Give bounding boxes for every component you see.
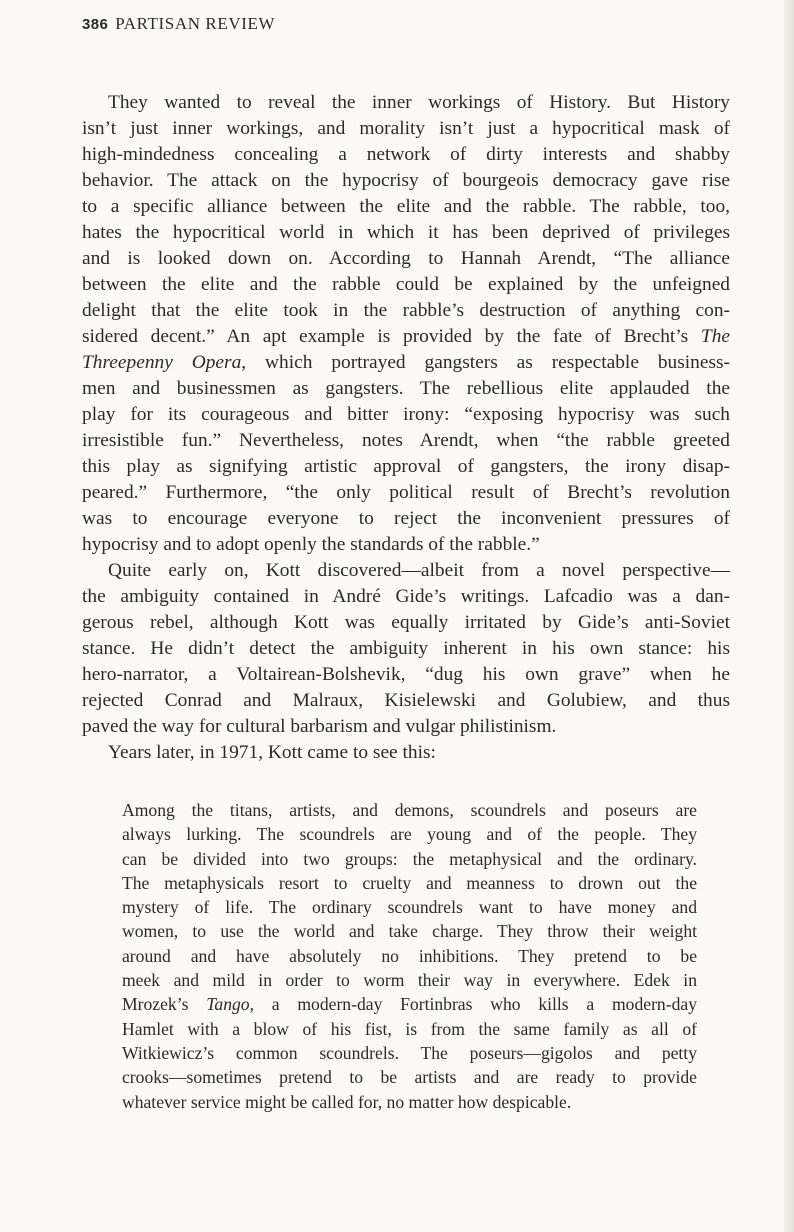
quote-line: meek and mild in order to worm their way in everywhere. Edek in: [122, 970, 697, 991]
quote-line: always lurking. The scoundrels are young and of the people. They: [122, 824, 697, 845]
quote-line: mystery of life. The ordinary scoundrels want to have money and: [122, 897, 697, 918]
quote-line: can be divided into two groups: the metaphysical and the ordinary.: [122, 848, 697, 869]
text-line: Quite early on, Kott discovered—albeit from a novel perspective—: [108, 560, 730, 581]
text-run: Mrozek’s: [122, 994, 207, 1015]
page-number: 386: [82, 16, 109, 33]
italic-title: Threepenny Opera: [82, 352, 242, 373]
quote-line: Among the titans, artists, and demons, scoundrels and poseurs are: [122, 800, 697, 820]
text-line: high-mindedness concealing a network of dirty interests and shabby: [82, 144, 730, 165]
text-line: this play as signifying artistic approval of gangsters, the irony disap-: [82, 456, 730, 477]
quote-line: Hamlet with a blow of his fist, is from the same family as all of: [122, 1018, 697, 1039]
quote-line-with-italic: [122, 992, 697, 1016]
text-line: Years later, in 1971, Kott came to see this:: [108, 742, 436, 763]
quote-line: women, to use the world and take charge. They throw their weight: [122, 921, 697, 942]
text-line: gerous rebel, although Kott was equally irritated by Gide’s anti-Soviet: [82, 612, 730, 633]
text-line: play for its courageous and bitter irony: “exposing hypocrisy was such: [82, 404, 730, 425]
text-line: was to encourage everyone to reject the inconvenient pressures of: [82, 508, 730, 529]
quote-line: crooks—sometimes pretend to be artists and are ready to provide: [122, 1067, 697, 1088]
text-line: hypocrisy and to adopt openly the standards of the rabble.”: [82, 534, 540, 555]
italic-title: The: [700, 326, 730, 347]
text-run: , which portrayed gangsters as respectable business-: [241, 352, 730, 373]
text-line: behavior. The attack on the hypocrisy of bourgeois democracy gave rise: [82, 170, 730, 191]
quote-line: around and have absolutely no inhibitions. They pretend to be: [122, 945, 697, 966]
text-line: to a specific alliance between the elite and the rabble. The rabble, too,: [82, 196, 730, 217]
quote-line: Witkiewicz’s common scoundrels. The poseurs—gigolos and petty: [122, 1042, 697, 1063]
text-line: isn’t just inner workings, and morality isn’t just a hypocritical mask of: [82, 118, 730, 139]
text-line: between the elite and the rabble could be explained by the unfeigned: [82, 274, 730, 295]
block-quote: [122, 798, 697, 1114]
text-line-with-italic: [82, 324, 730, 350]
text-line: rejected Conrad and Malraux, Kisielewski and Golubiew, and thus: [82, 690, 730, 711]
text-line: peared.” Furthermore, “the only political result of Brecht’s revolution: [82, 482, 730, 503]
text-line: paved the way for cultural barbarism and vulgar philistinism.: [82, 716, 557, 737]
main-text: [82, 90, 730, 766]
text-run: , a modern-day Fortinbras who kills a modern-day: [249, 994, 697, 1015]
text-line: the ambiguity contained in André Gide’s writings. Lafcadio was a dan-: [82, 586, 730, 607]
text-line-with-italic: [82, 350, 730, 376]
text-line: They wanted to reveal the inner workings of History. But History: [108, 92, 730, 113]
italic-title: Tango: [206, 994, 250, 1015]
text-line: hates the hypocritical world in which it has been deprived of privileges: [82, 222, 730, 243]
text-line: stance. He didn’t detect the ambiguity inherent in his own stance: his: [82, 638, 730, 659]
text-line: irresistible fun.” Nevertheless, notes Arendt, when “the rabble greeted: [82, 430, 730, 451]
page-edge-shadow: [784, 0, 794, 1232]
quote-line: The metaphysicals resort to cruelty and meanness to drown out the: [122, 872, 697, 893]
journal-title: PARTISAN REVIEW: [115, 14, 276, 33]
text-line: men and businessmen as gangsters. The rebellious elite applauded the: [82, 378, 730, 399]
text-line: and is looked down on. According to Hannah Arendt, “The alliance: [82, 248, 730, 269]
running-head: [82, 14, 275, 34]
text-line: delight that the elite took in the rabble’s destruction of anything con-: [82, 300, 730, 321]
quote-line: whatever service might be called for, no matter how despicable.: [122, 1091, 572, 1112]
text-run: sidered decent.” An apt example is provided by the fate of Brecht’s: [82, 326, 689, 347]
text-line: hero-narrator, a Voltairean-Bolshevik, “dug his own grave” when he: [82, 664, 730, 685]
